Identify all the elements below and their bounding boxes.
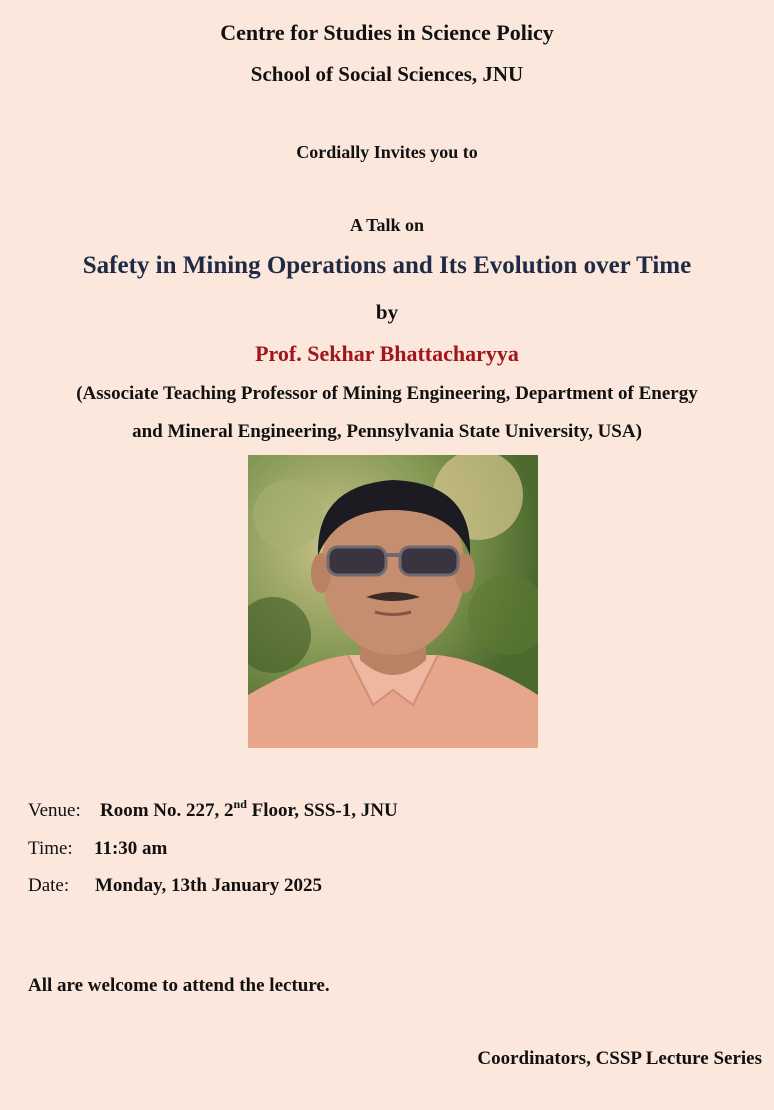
- date-value: Monday, 13th January 2025: [95, 875, 322, 896]
- date-label: Date:: [28, 875, 70, 896]
- coordinators-signature: Coordinators, CSSP Lecture Series: [477, 1048, 762, 1069]
- organization-name: Centre for Studies in Science Policy: [220, 20, 554, 45]
- venue-value-main: Room No. 227, 2: [100, 800, 234, 821]
- date-row: [28, 875, 322, 897]
- time-value: 11:30 am: [94, 838, 168, 859]
- speaker-affiliation-line1: (Associate Teaching Professor of Mining Engineering, Department of Energy: [76, 383, 698, 404]
- venue-row: [28, 796, 398, 822]
- time-label: Time:: [28, 838, 73, 859]
- venue-value-rest: Floor, SSS-1, JNU: [246, 800, 398, 821]
- by-label: by: [375, 300, 399, 324]
- speaker-photo: [248, 455, 538, 748]
- talk-intro: A Talk on: [349, 215, 425, 235]
- speaker-name: Prof. Sekhar Bhattacharyya: [255, 341, 519, 366]
- venue-floor-suffix: nd: [233, 796, 247, 811]
- venue-value: [100, 796, 398, 821]
- speaker-affiliation-line2: and Mineral Engineering, Pennsylvania State University, USA): [132, 421, 642, 442]
- time-row: [28, 838, 167, 860]
- welcome-text: All are welcome to attend the lecture.: [28, 975, 330, 996]
- school-name: School of Social Sciences, JNU: [250, 62, 524, 86]
- talk-title: Safety in Mining Operations and Its Evolution over Time: [82, 252, 692, 279]
- invitation-text: Cordially Invites you to: [296, 142, 478, 162]
- venue-label: Venue:: [28, 800, 81, 821]
